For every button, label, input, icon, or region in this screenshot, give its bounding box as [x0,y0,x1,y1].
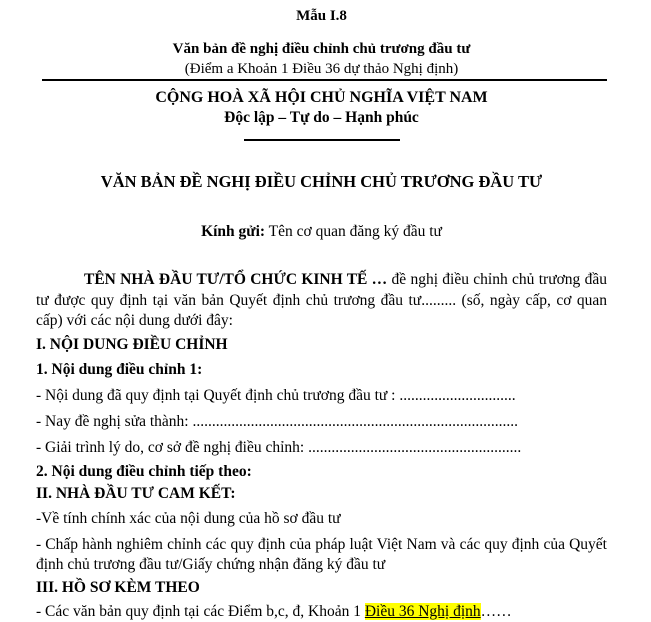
salutation-label: Kính gửi: [201,223,266,240]
form-title: Văn bản đề nghị điều chỉnh chủ trương đầu tư [172,41,471,57]
form-reference: (Điểm a Khoản 1 Điều 36 dự thảo Nghị định) [184,61,459,77]
national-motto-line1: CỘNG HOÀ XÃ HỘI CHỦ NGHĨA VIỆT NAM [155,89,488,106]
national-motto-line2: Độc lập – Tự do – Hạnh phúc [224,109,419,126]
intro-investor-name: TÊN NHÀ ĐẦU TƯ/TỔ CHỨC KINH TẾ … [84,271,392,288]
attachment-highlighted-text: Điều 36 Nghị định [364,602,481,620]
attachment-line [36,602,607,622]
salutation-line [36,222,607,242]
section-2-heading: II. NHÀ ĐẦU TƯ CAM KẾT: [36,484,236,502]
form-code: Mẫu I.8 [296,8,347,24]
section-3-heading: III. HỒ SƠ KÈM THEO [36,578,200,596]
subsection-1-2-heading: 2. Nội dung điều chỉnh tiếp theo: [36,462,252,480]
field-line-current-content: - Nội dung đã quy định tại Quyết định chủ trương đầu tư : .............................. [36,386,516,404]
field-line-proposed-change: - Nay đề nghị sửa thành: .................................................................................... [36,412,518,430]
field-line-explanation: - Giải trình lý do, cơ sở đề nghị điều chỉnh: ....................................................... [36,438,522,456]
subsection-1-1-heading: 1. Nội dung điều chỉnh 1: [36,360,203,378]
motto-underline-rule [244,139,400,141]
commitment-item-compliance: - Chấp hành nghiêm chỉnh các quy định của pháp luật Việt Nam và các quy định của Quyết định chủ trương đầu tư/Giấy chứng nhận đăng ký đầu tư [36,535,607,573]
section-1-heading: I. NỘI DUNG ĐIỀU CHỈNH [36,335,228,353]
attachment-prefix: - Các văn bản quy định tại các Điểm b,c, đ, Khoản 1 [36,602,365,620]
commitment-item-accuracy: -Về tính chính xác của nội dung của hồ sơ đầu tư [36,509,341,527]
document-title: VĂN BẢN ĐỀ NGHỊ ĐIỀU CHỈNH CHỦ TRƯƠNG ĐẦU TƯ [100,172,543,191]
salutation-value: Tên cơ quan đăng ký đầu tư [265,223,442,240]
header-separator-rule [42,79,607,81]
intro-paragraph [36,270,607,332]
attachment-suffix: …… [480,602,512,620]
intro-body-text: đề nghị điều chỉnh chủ trương đầu tư được quy định tại văn bản Quyết định chủ trương đầu tư......... (số, ngày cấp, cơ quan cấp) với các nội dung dưới đây: [36,271,607,329]
